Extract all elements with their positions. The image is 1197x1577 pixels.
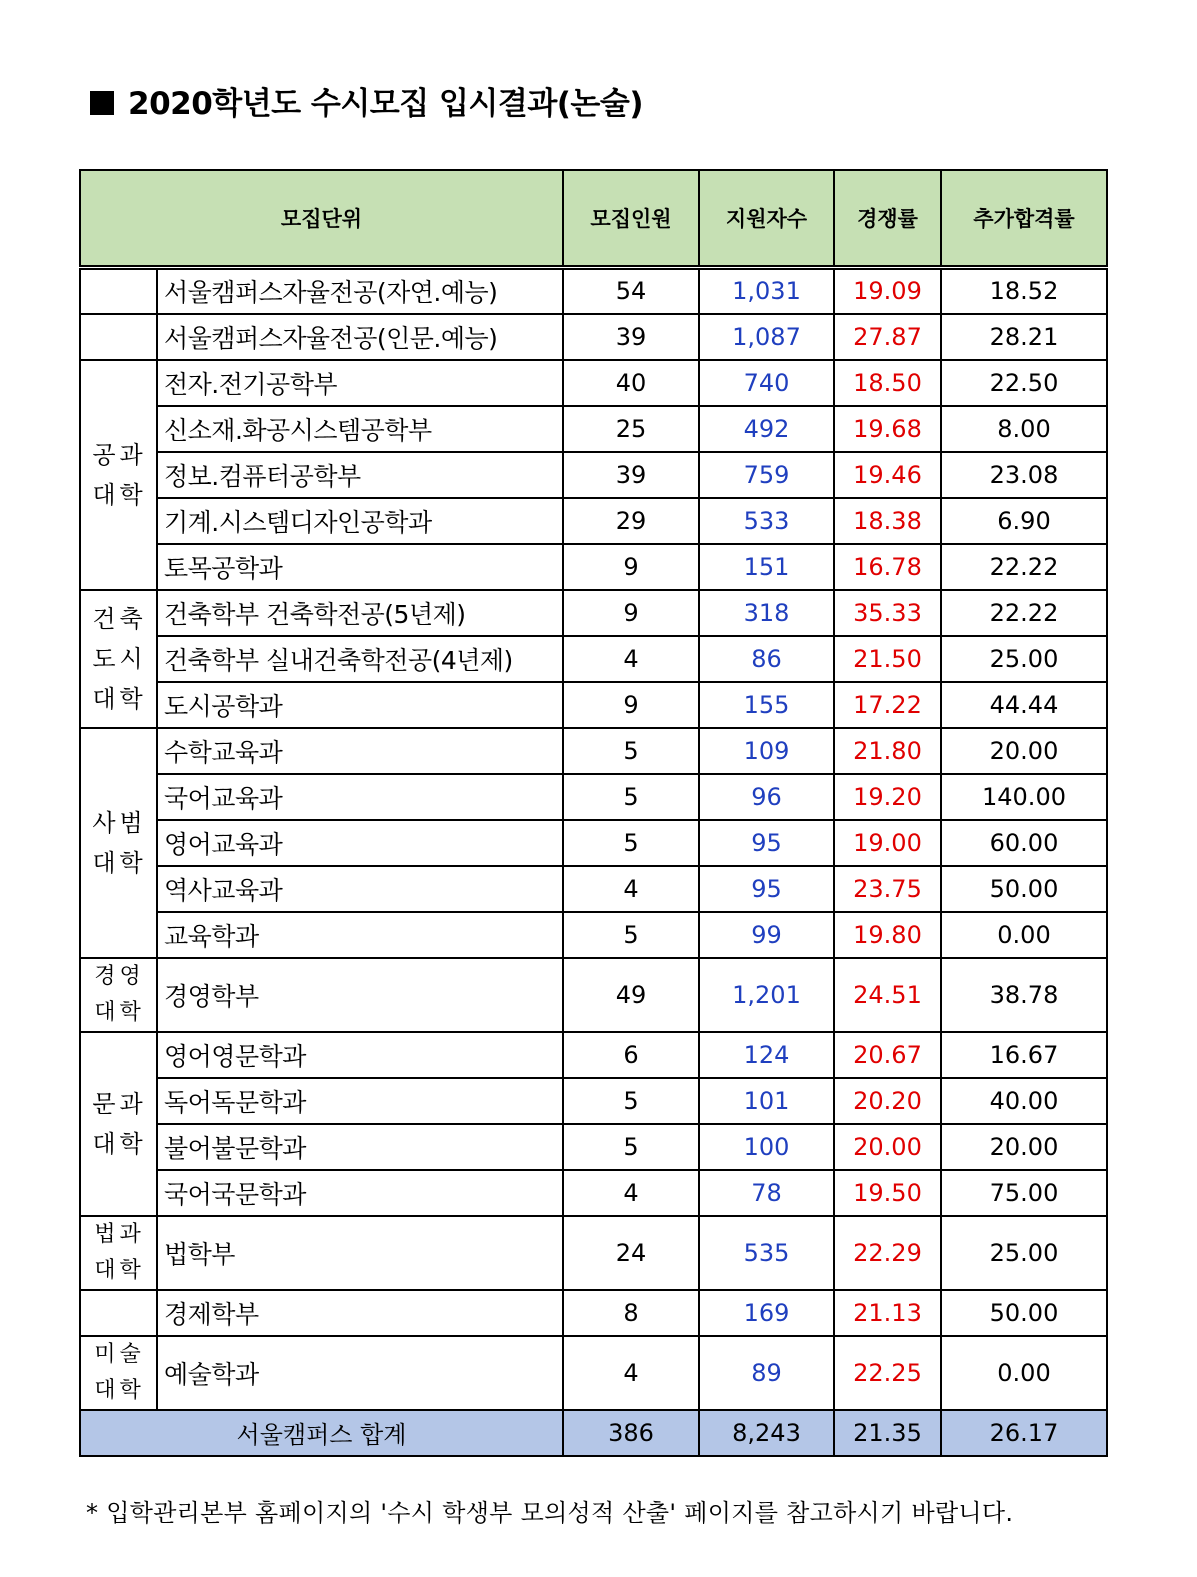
- table-row: [80, 452, 1107, 498]
- quota-cell: 9: [563, 682, 699, 728]
- table-row: [80, 1170, 1107, 1216]
- square-bullet-icon: [90, 91, 114, 115]
- extra-cell: 140.00: [941, 774, 1107, 820]
- extra-cell: 20.00: [941, 1124, 1107, 1170]
- quota-cell: 25: [563, 406, 699, 452]
- quota-cell: 4: [563, 1170, 699, 1216]
- ratio-cell: 19.00: [834, 820, 941, 866]
- unit-name-cell: 건축학부 실내건축학전공(4년제): [157, 636, 563, 682]
- extra-cell: 0.00: [941, 912, 1107, 958]
- table-row: [80, 1078, 1107, 1124]
- unit-name-cell: 국어국문학과: [157, 1170, 563, 1216]
- admission-results-table: [79, 169, 1108, 1457]
- extra-cell: 20.00: [941, 728, 1107, 774]
- ratio-cell: 17.22: [834, 682, 941, 728]
- unit-name-cell: 예술학과: [157, 1336, 563, 1410]
- table-row: [80, 544, 1107, 590]
- extra-cell: 50.00: [941, 1290, 1107, 1336]
- extra-cell: 40.00: [941, 1078, 1107, 1124]
- total-applicants: 8,243: [699, 1410, 834, 1456]
- quota-cell: 54: [563, 268, 699, 314]
- extra-cell: 75.00: [941, 1170, 1107, 1216]
- unit-name-cell: 건축학부 건축학전공(5년제): [157, 590, 563, 636]
- unit-name-cell: 서울캠퍼스자율전공(인문.예능): [157, 314, 563, 360]
- extra-cell: 38.78: [941, 958, 1107, 1032]
- unit-name-cell: 영어교육과: [157, 820, 563, 866]
- applicants-cell: 99: [699, 912, 834, 958]
- unit-name-cell: 정보.컴퓨터공학부: [157, 452, 563, 498]
- extra-cell: 0.00: [941, 1336, 1107, 1410]
- ratio-cell: 22.29: [834, 1216, 941, 1290]
- table-row: [80, 498, 1107, 544]
- applicants-cell: 89: [699, 1336, 834, 1410]
- table-row: [80, 314, 1107, 360]
- table-row: [80, 1216, 1107, 1290]
- total-quota: 386: [563, 1410, 699, 1456]
- applicants-cell: 535: [699, 1216, 834, 1290]
- quota-cell: 6: [563, 1032, 699, 1078]
- extra-cell: 6.90: [941, 498, 1107, 544]
- ratio-cell: 21.50: [834, 636, 941, 682]
- college-cell: [80, 314, 157, 360]
- quota-cell: 40: [563, 360, 699, 406]
- header-applicants: 지원자수: [699, 170, 834, 268]
- page-title-text: 2020학년도 수시모집 입시결과(논술): [128, 86, 643, 122]
- total-row: [80, 1410, 1107, 1456]
- table-row: [80, 1032, 1107, 1078]
- page-title: [90, 78, 643, 123]
- unit-name-cell: 토목공학과: [157, 544, 563, 590]
- applicants-cell: 100: [699, 1124, 834, 1170]
- college-cell: 경영 대학: [80, 958, 157, 1032]
- table-row: [80, 820, 1107, 866]
- quota-cell: 5: [563, 774, 699, 820]
- quota-cell: 39: [563, 452, 699, 498]
- applicants-cell: 759: [699, 452, 834, 498]
- college-cell: [80, 268, 157, 314]
- applicants-cell: 740: [699, 360, 834, 406]
- applicants-cell: 155: [699, 682, 834, 728]
- ratio-cell: 19.09: [834, 268, 941, 314]
- applicants-cell: 151: [699, 544, 834, 590]
- table-row: [80, 590, 1107, 636]
- extra-cell: 50.00: [941, 866, 1107, 912]
- ratio-cell: 27.87: [834, 314, 941, 360]
- applicants-cell: 318: [699, 590, 834, 636]
- applicants-cell: 1,031: [699, 268, 834, 314]
- ratio-cell: 22.25: [834, 1336, 941, 1410]
- table-body: [80, 268, 1107, 1410]
- table-row: [80, 406, 1107, 452]
- college-cell: 건축 도시 대학: [80, 590, 157, 728]
- quota-cell: 5: [563, 1124, 699, 1170]
- ratio-cell: 20.67: [834, 1032, 941, 1078]
- extra-cell: 18.52: [941, 268, 1107, 314]
- unit-name-cell: 수학교육과: [157, 728, 563, 774]
- ratio-cell: 19.80: [834, 912, 941, 958]
- table-row: [80, 728, 1107, 774]
- quota-cell: 9: [563, 590, 699, 636]
- table-row: [80, 636, 1107, 682]
- unit-name-cell: 법학부: [157, 1216, 563, 1290]
- applicants-cell: 1,201: [699, 958, 834, 1032]
- applicants-cell: 95: [699, 866, 834, 912]
- quota-cell: 29: [563, 498, 699, 544]
- unit-name-cell: 국어교육과: [157, 774, 563, 820]
- table-row: [80, 1336, 1107, 1410]
- ratio-cell: 20.20: [834, 1078, 941, 1124]
- unit-name-cell: 신소재.화공시스템공학부: [157, 406, 563, 452]
- ratio-cell: 16.78: [834, 544, 941, 590]
- applicants-cell: 533: [699, 498, 834, 544]
- ratio-cell: 21.80: [834, 728, 941, 774]
- extra-cell: 23.08: [941, 452, 1107, 498]
- college-cell: 사범 대학: [80, 728, 157, 958]
- ratio-cell: 19.46: [834, 452, 941, 498]
- extra-cell: 44.44: [941, 682, 1107, 728]
- applicants-cell: 492: [699, 406, 834, 452]
- extra-cell: 25.00: [941, 1216, 1107, 1290]
- extra-cell: 28.21: [941, 314, 1107, 360]
- header-unit: 모집단위: [80, 170, 563, 268]
- ratio-cell: 23.75: [834, 866, 941, 912]
- extra-cell: 25.00: [941, 636, 1107, 682]
- footnote: * 입학관리본부 홈페이지의 '수시 학생부 모의성적 산출' 페이지를 참고하시기 바랍니다.: [86, 1499, 1014, 1527]
- ratio-cell: 20.00: [834, 1124, 941, 1170]
- quota-cell: 4: [563, 1336, 699, 1410]
- table-row: [80, 774, 1107, 820]
- extra-cell: 22.50: [941, 360, 1107, 406]
- quota-cell: 39: [563, 314, 699, 360]
- unit-name-cell: 서울캠퍼스자율전공(자연.예능): [157, 268, 563, 314]
- ratio-cell: 18.50: [834, 360, 941, 406]
- total-extra: 26.17: [941, 1410, 1107, 1456]
- unit-name-cell: 독어독문학과: [157, 1078, 563, 1124]
- quota-cell: 5: [563, 912, 699, 958]
- quota-cell: 9: [563, 544, 699, 590]
- quota-cell: 8: [563, 1290, 699, 1336]
- table-row: [80, 1290, 1107, 1336]
- quota-cell: 4: [563, 866, 699, 912]
- table-row: [80, 360, 1107, 406]
- college-cell: 공과 대학: [80, 360, 157, 590]
- header-ratio: 경쟁률: [834, 170, 941, 268]
- ratio-cell: 24.51: [834, 958, 941, 1032]
- college-cell: 법과 대학: [80, 1216, 157, 1290]
- applicants-cell: 169: [699, 1290, 834, 1336]
- ratio-cell: 19.20: [834, 774, 941, 820]
- applicants-cell: 124: [699, 1032, 834, 1078]
- quota-cell: 49: [563, 958, 699, 1032]
- applicants-cell: 109: [699, 728, 834, 774]
- total-ratio: 21.35: [834, 1410, 941, 1456]
- ratio-cell: 18.38: [834, 498, 941, 544]
- table-row: [80, 682, 1107, 728]
- quota-cell: 5: [563, 728, 699, 774]
- table-header-row: [80, 170, 1107, 268]
- extra-cell: 60.00: [941, 820, 1107, 866]
- unit-name-cell: 도시공학과: [157, 682, 563, 728]
- ratio-cell: 21.13: [834, 1290, 941, 1336]
- applicants-cell: 96: [699, 774, 834, 820]
- college-cell: [80, 1290, 157, 1336]
- extra-cell: 22.22: [941, 544, 1107, 590]
- college-cell: 미술 대학: [80, 1336, 157, 1410]
- extra-cell: 22.22: [941, 590, 1107, 636]
- unit-name-cell: 영어영문학과: [157, 1032, 563, 1078]
- table-row: [80, 912, 1107, 958]
- college-cell: 문과 대학: [80, 1032, 157, 1216]
- unit-name-cell: 전자.전기공학부: [157, 360, 563, 406]
- table-row: [80, 268, 1107, 314]
- ratio-cell: 19.50: [834, 1170, 941, 1216]
- applicants-cell: 101: [699, 1078, 834, 1124]
- extra-cell: 8.00: [941, 406, 1107, 452]
- extra-cell: 16.67: [941, 1032, 1107, 1078]
- applicants-cell: 86: [699, 636, 834, 682]
- total-label: 서울캠퍼스 합계: [80, 1410, 563, 1456]
- quota-cell: 5: [563, 1078, 699, 1124]
- unit-name-cell: 교육학과: [157, 912, 563, 958]
- table-row: [80, 958, 1107, 1032]
- header-extra: 추가합격률: [941, 170, 1107, 268]
- unit-name-cell: 경영학부: [157, 958, 563, 1032]
- table-row: [80, 866, 1107, 912]
- applicants-cell: 1,087: [699, 314, 834, 360]
- ratio-cell: 19.68: [834, 406, 941, 452]
- quota-cell: 5: [563, 820, 699, 866]
- ratio-cell: 35.33: [834, 590, 941, 636]
- quota-cell: 4: [563, 636, 699, 682]
- header-quota: 모집인원: [563, 170, 699, 268]
- unit-name-cell: 불어불문학과: [157, 1124, 563, 1170]
- table-row: [80, 1124, 1107, 1170]
- unit-name-cell: 경제학부: [157, 1290, 563, 1336]
- unit-name-cell: 기계.시스템디자인공학과: [157, 498, 563, 544]
- applicants-cell: 78: [699, 1170, 834, 1216]
- unit-name-cell: 역사교육과: [157, 866, 563, 912]
- applicants-cell: 95: [699, 820, 834, 866]
- quota-cell: 24: [563, 1216, 699, 1290]
